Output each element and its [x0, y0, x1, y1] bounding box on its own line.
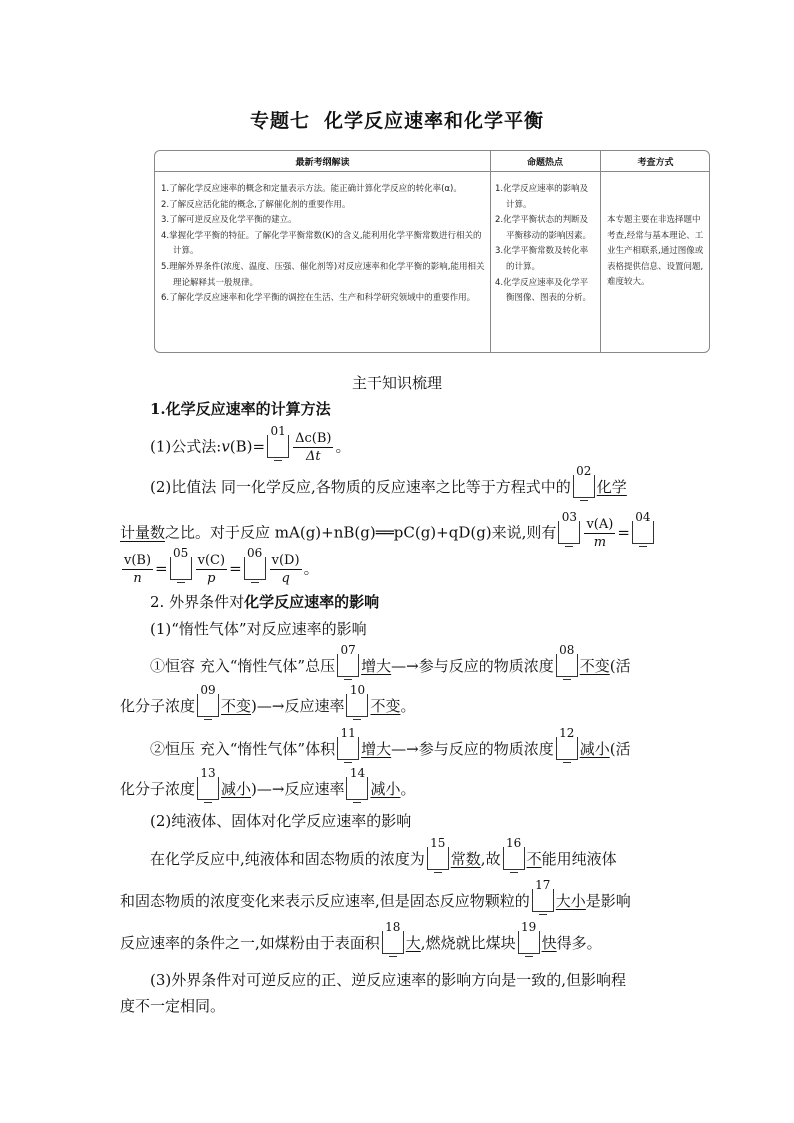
answer-blank-05[interactable]: 05 [170, 557, 192, 580]
answer-blank-07[interactable]: 07 [337, 654, 359, 677]
answer-blank-19[interactable]: 19 [518, 931, 540, 954]
s2-sub3-line-2: 度不一定相同。 [120, 997, 226, 1015]
answer-blank-17[interactable]: 17 [532, 889, 554, 912]
syllabus-item: 5.理解外界条件(浓度、温度、压强、催化剂等)对反应速率和化学平衡的影响,能用相关理论解释其一般规律。 [161, 261, 485, 288]
answer-blank-03[interactable]: 03 [558, 521, 580, 544]
s2-para-3: 反应速率的条件之一,如煤粉由于表面积 18 大,燃烧就比煤块 19 快得多。 [120, 931, 602, 954]
answer-blank-13[interactable]: 13 [197, 777, 219, 800]
rate-fraction: $\frac{\Delta c(B)}{\Delta t}$ [295, 431, 332, 464]
answer-blank-04[interactable]: 04 [632, 521, 654, 544]
answer-blank-01[interactable]: 01 [267, 435, 289, 458]
syllabus-item: 6.了解化学反应速率和化学平衡的调控在生活、生产和科学研究领域中的重要作用。 [161, 293, 476, 304]
title-part-1: 专题七 [249, 110, 310, 132]
ratio-line-3: $\frac{v(B)}{n}$ = 05 $\frac{v(C)}{p}$ = 06 $\frac{v(D)}{q}$ 。 [124, 545, 319, 586]
table-header [155, 151, 709, 172]
syllabus-list [161, 182, 487, 307]
hotspot-item: 1.化学反应速率的影响及计算。 [495, 184, 589, 210]
syllabus-table [154, 150, 710, 353]
s2-sub1: (1)“惰性气体”对反应速率的影响 [150, 620, 367, 638]
answer-blank-15[interactable]: 15 [427, 847, 449, 870]
section-heading: 主干知识梳理 [351, 374, 442, 392]
formula-line: (1)公式法:v(B)= 01 $\frac{\Delta c(B)}{\Delta t}$ 。 [150, 423, 351, 464]
answer-blank-12[interactable]: 12 [556, 737, 578, 760]
s2-line-1: ①恒容 充入“惰性气体”总压 07 增大—→参与反应的物质浓度 08 不变(活 [150, 654, 631, 677]
header-syllabus: 最新考纲解读 [295, 158, 350, 168]
hotspot-item: 2.化学平衡状态的判断及平衡移动的影响因素。 [495, 215, 592, 241]
ratio-line-1: (2)比值法 同一化学反应,各物质的反应速率之比等于方程式中的 02 化学 [150, 475, 627, 498]
s1-heading: 1.化学反应速率的计算方法 [150, 400, 331, 418]
answer-blank-11[interactable]: 11 [337, 737, 359, 760]
syllabus-item: 1.了解化学反应速率的概念和定量表示方法。能正确计算化学反应的转化率(α)。 [161, 184, 462, 194]
answer-blank-06[interactable]: 06 [244, 557, 266, 580]
answer-blank-14[interactable]: 14 [346, 777, 368, 800]
header-hotspots: 命题热点 [526, 158, 563, 168]
s2-sub3-line-1: (3)外界条件对可逆反应的正、逆反应速率的影响方向是一致的,但影响程 [150, 971, 627, 989]
s2-para-2: 和固态物质的浓度变化来表示反应速率,但是固态反应物颗粒的 17 大小是影响 [120, 889, 631, 912]
s2-line-3: ②恒压 充入“惰性气体”体积 11 增大—→参与反应的物质浓度 12 减小(活 [150, 737, 631, 760]
answer-blank-09[interactable]: 09 [197, 694, 219, 717]
s2-sub2: (2)纯液体、固体对化学反应速率的影响 [150, 812, 412, 830]
syllabus-item: 2.了解反应活化能的概念,了解催化剂的重要作用。 [161, 199, 351, 210]
answer-blank-08[interactable]: 08 [556, 654, 578, 677]
s2-para-1: 在化学反应中,纯液体和固态物质的浓度为 15 常数,故 16 不能用纯液体 [150, 847, 617, 870]
answer-blank-18[interactable]: 18 [382, 931, 404, 954]
s2-heading: 2. 外界条件对化学反应速率的影响 [150, 593, 380, 611]
title-part-2: 化学反应速率和化学平衡 [324, 110, 545, 132]
s2-line-2: 化分子浓度 09 不变)—→反应速率 10 不变。 [120, 694, 415, 717]
hotspot-list [495, 182, 595, 307]
exam-style-text: 本专题主要在非选择题中考查,经常与基本理论、工业生产相联系,通过图像或表格提供信息、设置问题,难度较大。 [607, 215, 704, 288]
hotspot-item: 4.化学反应速率及化学平衡图像、图表的分析。 [495, 277, 592, 304]
header-exam-style: 考查方式 [637, 158, 674, 168]
page-title [0, 106, 794, 133]
syllabus-item: 3.了解可逆反应及化学平衡的建立。 [161, 215, 297, 226]
answer-02b: 计量数 [120, 523, 166, 542]
s2-line-4: 化分子浓度 13 减小)—→反应速率 14 减小。 [120, 777, 415, 800]
answer-02a: 化学 [596, 478, 627, 496]
answer-blank-02[interactable]: 02 [573, 475, 595, 498]
answer-blank-10[interactable]: 10 [346, 694, 368, 717]
hotspot-item: 3.化学平衡常数及转化率的计算。 [495, 246, 589, 272]
syllabus-item: 4.掌握化学平衡的特征。了解化学平衡常数(K)的含义,能利用化学平衡常数进行相关的计算。 [161, 230, 482, 257]
ratio-line-2: 计量数之比。对于反应 mA(g)+nB(g)══pC(g)+qD(g)来说,则有 03 $\frac{v(A)}{m}$ = 04 [120, 516, 656, 551]
answer-blank-16[interactable]: 16 [503, 847, 525, 870]
